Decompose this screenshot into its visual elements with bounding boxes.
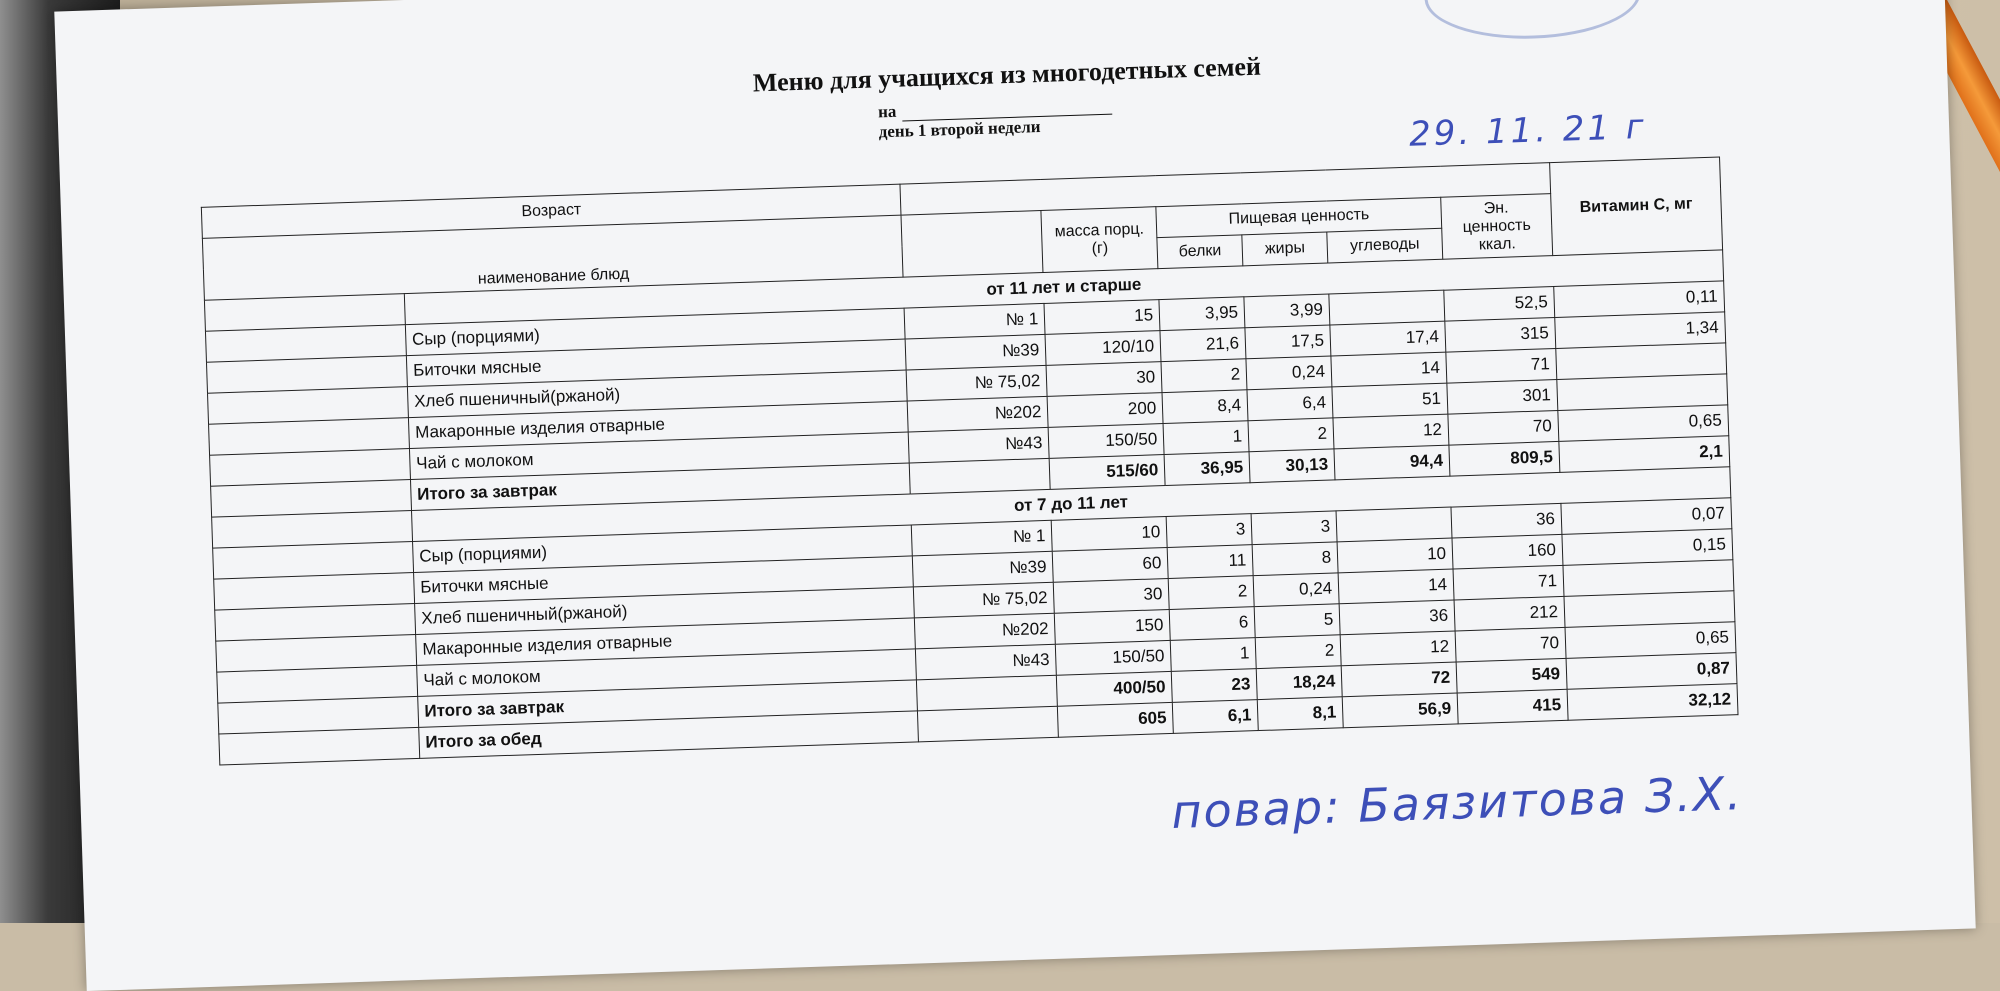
recipe-number-cell: №39 xyxy=(913,551,1054,587)
header-recipe xyxy=(901,210,1043,277)
energy-cell: 415 xyxy=(1457,689,1568,724)
carbs-cell: 36 xyxy=(1339,600,1455,635)
protein-cell: 11 xyxy=(1167,545,1253,579)
indent-cell xyxy=(219,727,420,765)
carbs-cell: 10 xyxy=(1337,538,1453,573)
portion-mass-cell: 30 xyxy=(1054,578,1170,613)
carbs-cell: 14 xyxy=(1338,569,1454,604)
dish-name-cell: Сыр (порциями) xyxy=(412,525,912,573)
recipe-number-cell: № 75,02 xyxy=(914,582,1055,618)
vitamin-c-cell: 0,07 xyxy=(1561,498,1732,535)
fat-cell: 8,1 xyxy=(1257,697,1343,731)
portion-mass-cell: 515/60 xyxy=(1049,455,1165,490)
protein-cell: 1 xyxy=(1163,421,1249,455)
portion-mass-cell: 150/50 xyxy=(1056,640,1172,675)
protein-cell: 3,95 xyxy=(1159,297,1245,331)
carbs-cell: 12 xyxy=(1340,631,1456,666)
portion-mass-cell: 150 xyxy=(1055,609,1171,644)
energy-cell: 809,5 xyxy=(1449,441,1560,476)
dish-name-cell: Биточки мясные xyxy=(413,556,913,604)
recipe-number-cell: № 75,02 xyxy=(907,365,1048,401)
header-fat: жиры xyxy=(1242,232,1328,266)
fat-cell: 3,99 xyxy=(1244,294,1330,328)
fat-cell: 3 xyxy=(1251,511,1337,545)
header-carbs: углеводы xyxy=(1327,228,1443,263)
dish-name-cell: Итого за завтрак xyxy=(410,463,910,511)
energy-cell: 212 xyxy=(1454,596,1565,631)
protein-cell: 6,1 xyxy=(1172,700,1258,734)
energy-cell: 301 xyxy=(1447,379,1558,414)
recipe-number-cell xyxy=(918,706,1059,742)
portion-mass-cell: 15 xyxy=(1044,300,1160,335)
day-line: день 1 второй недели xyxy=(878,116,1041,142)
recipe-number-cell: №202 xyxy=(908,396,1049,432)
dish-name-cell: Итого за завтрак xyxy=(417,680,917,728)
portion-mass-cell: 605 xyxy=(1058,702,1174,737)
portion-mass-cell: 400/50 xyxy=(1057,671,1173,706)
vitamin-c-cell: 2,1 xyxy=(1559,436,1730,473)
vitamin-c-cell: 0,65 xyxy=(1565,622,1736,659)
menu-table xyxy=(201,156,1739,765)
portion-mass-cell: 150/50 xyxy=(1048,424,1164,459)
carbs-cell xyxy=(1329,290,1445,325)
vitamin-c-cell: 0,87 xyxy=(1566,653,1737,690)
portion-mass-cell: 120/10 xyxy=(1045,331,1161,366)
header-portion: масса порц. (г) xyxy=(1041,207,1158,273)
recipe-number-cell: №202 xyxy=(915,613,1056,649)
carbs-cell: 12 xyxy=(1333,414,1449,449)
fat-cell: 5 xyxy=(1254,604,1340,638)
protein-cell: 36,95 xyxy=(1164,452,1250,486)
header-vitamin-c: Витамин С, мг xyxy=(1550,157,1723,256)
fat-cell: 0,24 xyxy=(1253,573,1339,607)
protein-cell: 6 xyxy=(1169,607,1255,641)
recipe-number-cell: №39 xyxy=(905,334,1046,370)
portion-mass-cell: 200 xyxy=(1047,393,1163,428)
dish-name-cell: Хлеб пшеничный(ржаной) xyxy=(414,587,914,635)
header-age: Возраст xyxy=(201,184,901,238)
dish-name-cell: Макаронные изделия отварные xyxy=(408,401,908,449)
portion-mass-cell: 60 xyxy=(1052,547,1168,582)
age-group-title: от 11 лет и старше xyxy=(404,250,1724,325)
energy-cell: 70 xyxy=(1455,627,1566,662)
header-energy: Эн. ценность ккал. xyxy=(1441,194,1553,260)
stamp-seal xyxy=(1423,0,1642,42)
energy-cell: 160 xyxy=(1452,534,1563,569)
header-dish-name: наименование блюд xyxy=(202,215,903,300)
protein-cell: 8,4 xyxy=(1162,390,1248,424)
fat-cell: 17,5 xyxy=(1245,325,1331,359)
energy-cell: 71 xyxy=(1446,349,1557,384)
date-prefix: на xyxy=(877,101,897,122)
carbs-cell: 51 xyxy=(1332,383,1448,418)
carbs-cell: 56,9 xyxy=(1342,693,1458,728)
handwritten-date: 29. 11. 21 г xyxy=(1408,106,1648,155)
dish-name-cell: Сыр (порциями) xyxy=(405,308,905,356)
recipe-number-cell: №43 xyxy=(916,644,1057,680)
portion-mass-cell: 30 xyxy=(1046,362,1162,397)
portion-mass-cell: 10 xyxy=(1051,517,1167,552)
recipe-number-cell: №43 xyxy=(909,427,1050,463)
handwritten-signature: повар: Баязитова З.Х. xyxy=(1170,766,1744,839)
carbs-cell: 72 xyxy=(1341,662,1457,697)
protein-cell: 3 xyxy=(1166,514,1252,548)
vitamin-c-cell: 0,65 xyxy=(1558,405,1729,442)
fat-cell: 0,24 xyxy=(1246,356,1332,390)
fat-cell: 30,13 xyxy=(1249,449,1335,483)
protein-cell: 2 xyxy=(1161,359,1247,393)
energy-cell: 52,5 xyxy=(1444,287,1555,322)
vitamin-c-cell: 0,11 xyxy=(1554,281,1725,318)
vitamin-c-cell: 1,34 xyxy=(1555,312,1726,349)
dish-name-cell: Биточки мясные xyxy=(406,339,906,387)
menu-sheet xyxy=(54,0,1975,991)
fat-cell: 6,4 xyxy=(1247,387,1333,421)
recipe-number-cell: № 1 xyxy=(904,303,1045,339)
dish-name-cell: Чай с молоком xyxy=(416,649,916,697)
carbs-cell: 14 xyxy=(1331,352,1447,387)
carbs-cell: 17,4 xyxy=(1330,321,1446,356)
energy-cell: 549 xyxy=(1456,658,1567,693)
carbs-cell: 94,4 xyxy=(1334,445,1450,480)
energy-cell: 315 xyxy=(1445,318,1556,353)
protein-cell: 2 xyxy=(1168,576,1254,610)
dish-name-cell: Макаронные изделия отварные xyxy=(415,618,915,666)
protein-cell: 21,6 xyxy=(1160,328,1246,362)
fat-cell: 2 xyxy=(1248,418,1334,452)
energy-cell: 71 xyxy=(1453,565,1564,600)
recipe-number-cell xyxy=(910,458,1051,494)
recipe-number-cell: № 1 xyxy=(912,520,1053,556)
header-protein: белки xyxy=(1157,235,1243,269)
vitamin-c-cell: 32,12 xyxy=(1567,684,1738,721)
protein-cell: 1 xyxy=(1170,638,1256,672)
recipe-number-cell xyxy=(917,675,1058,711)
age-group-title: от 7 до 11 лет xyxy=(411,467,1731,542)
energy-cell: 36 xyxy=(1451,503,1562,538)
carbs-cell xyxy=(1336,507,1452,542)
header-nutrition: Пищевая ценность xyxy=(1156,197,1442,237)
vitamin-c-cell: 0,15 xyxy=(1562,529,1733,566)
dish-name-cell: Чай с молоком xyxy=(409,432,909,480)
dish-name-cell: Хлеб пшеничный(ржаной) xyxy=(407,370,907,418)
energy-cell: 70 xyxy=(1448,410,1559,445)
fat-cell: 2 xyxy=(1255,635,1341,669)
document-title: Меню для учащихся из многодетных семей xyxy=(752,51,1262,98)
dish-name-cell: Итого за обед xyxy=(418,711,918,759)
protein-cell: 23 xyxy=(1171,669,1257,703)
fat-cell: 18,24 xyxy=(1256,666,1342,700)
fat-cell: 8 xyxy=(1252,542,1338,576)
